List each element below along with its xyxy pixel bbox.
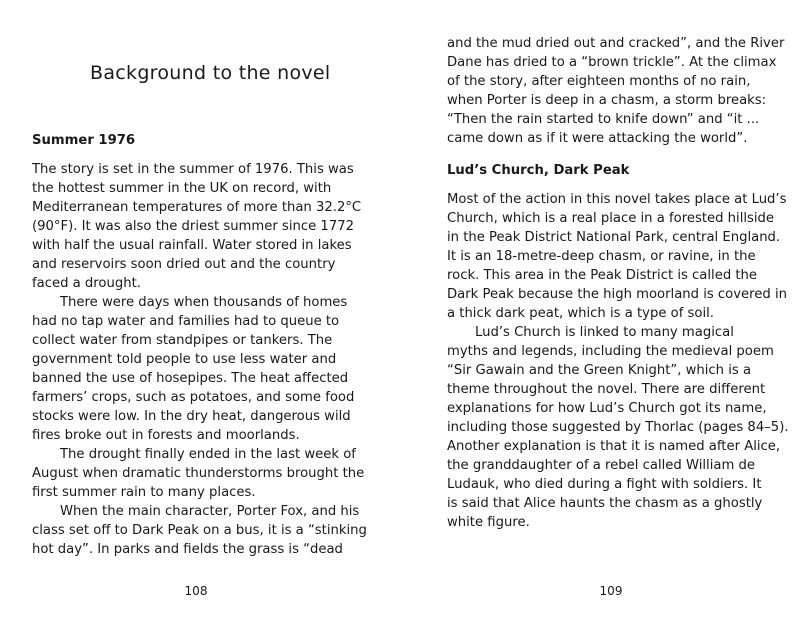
text-line: “Then the rain started to knife down” and “it ... bbox=[447, 112, 760, 127]
right-continued-text bbox=[447, 34, 784, 148]
text-line: and reservoirs soon dried out and the country bbox=[32, 257, 336, 272]
text-line: When the main character, Porter Fox, and his bbox=[60, 504, 360, 519]
text-line: There were days when thousands of homes bbox=[60, 295, 348, 310]
text-line: is said that Alice haunts the chasm as a ghostly bbox=[447, 496, 763, 511]
text-line: rock. This area in the Peak District is called the bbox=[447, 268, 758, 283]
text-line: myths and legends, including the medieval poem bbox=[447, 344, 774, 359]
section-heading-summer-1976: Summer 1976 bbox=[32, 133, 136, 148]
page-title: Background to the novel bbox=[90, 62, 331, 84]
text-line: Most of the action in this novel takes place at Lud’s bbox=[447, 192, 787, 207]
text-line: stocks were low. In the dry heat, dangerous wild bbox=[32, 409, 351, 424]
text-line: The story is set in the summer of 1976. This was bbox=[32, 162, 354, 177]
text-line: theme throughout the novel. There are different bbox=[447, 382, 766, 397]
text-line: Mediterranean temperatures of more than 32.2°C bbox=[32, 200, 362, 215]
text-line: Ludauk, who died during a fight with soldiers. It bbox=[447, 477, 762, 492]
text-line: The drought finally ended in the last week of bbox=[60, 447, 356, 462]
text-line: of the story, after eighteen months of no rain, bbox=[447, 74, 751, 89]
text-line: Another explanation is that it is named after Alice, bbox=[447, 439, 781, 454]
text-line: August when dramatic thunderstorms brought the bbox=[32, 466, 365, 481]
right-body-text bbox=[447, 190, 789, 532]
page-number: 109 bbox=[599, 584, 623, 598]
left-body-text bbox=[32, 160, 367, 559]
text-line: banned the use of hosepipes. The heat affected bbox=[32, 371, 349, 386]
text-line: “Sir Gawain and the Green Knight”, which is a bbox=[447, 363, 752, 378]
right-page bbox=[405, 0, 810, 622]
text-line: farmers’ crops, such as potatoes, and some food bbox=[32, 390, 355, 405]
text-line: hot day”. In parks and fields the grass is “dead bbox=[32, 542, 343, 557]
text-line: with half the usual rainfall. Water stored in lakes bbox=[32, 238, 352, 253]
text-line: It is an 18-metre-deep chasm, or ravine, in the bbox=[447, 249, 756, 264]
text-line: Dane has dried to a “brown trickle”. At the climax bbox=[447, 55, 777, 70]
text-line: in the Peak District National Park, central England. bbox=[447, 230, 781, 245]
text-line: white figure. bbox=[447, 515, 530, 530]
text-line: when Porter is deep in a chasm, a storm breaks: bbox=[447, 93, 767, 108]
text-line: first summer rain to many places. bbox=[32, 485, 256, 500]
text-line: came down as if it were attacking the world”. bbox=[447, 131, 748, 146]
text-line: Church, which is a real place in a forested hillside bbox=[447, 211, 775, 226]
text-line: including those suggested by Thorlac (pages 84–5). bbox=[447, 420, 789, 435]
text-line: and the mud dried out and cracked”, and the River bbox=[447, 36, 785, 51]
text-line: collect water from standpipes or tankers. The bbox=[32, 333, 333, 348]
text-line: fires broke out in forests and moorlands. bbox=[32, 428, 300, 443]
text-line: Dark Peak because the high moorland is covered in bbox=[447, 287, 787, 302]
text-line: (90°F). It was also the driest summer since 1772 bbox=[32, 219, 354, 234]
text-line: government told people to use less water and bbox=[32, 352, 337, 367]
text-line: had no tap water and families had to queue to bbox=[32, 314, 340, 329]
text-line: the hottest summer in the UK on record, with bbox=[32, 181, 332, 196]
text-line: explanations for how Lud’s Church got its name, bbox=[447, 401, 767, 416]
page-number: 108 bbox=[184, 584, 208, 598]
text-line: class set off to Dark Peak on a bus, it is a “stinking bbox=[32, 523, 367, 538]
section-heading-luds-church: Lud’s Church, Dark Peak bbox=[447, 163, 630, 178]
text-line: faced a drought. bbox=[32, 276, 141, 291]
text-line: Lud’s Church is linked to many magical bbox=[475, 325, 734, 340]
text-line: the granddaughter of a rebel called William de bbox=[447, 458, 755, 473]
text-line: a thick dark peat, which is a type of soil. bbox=[447, 306, 714, 321]
